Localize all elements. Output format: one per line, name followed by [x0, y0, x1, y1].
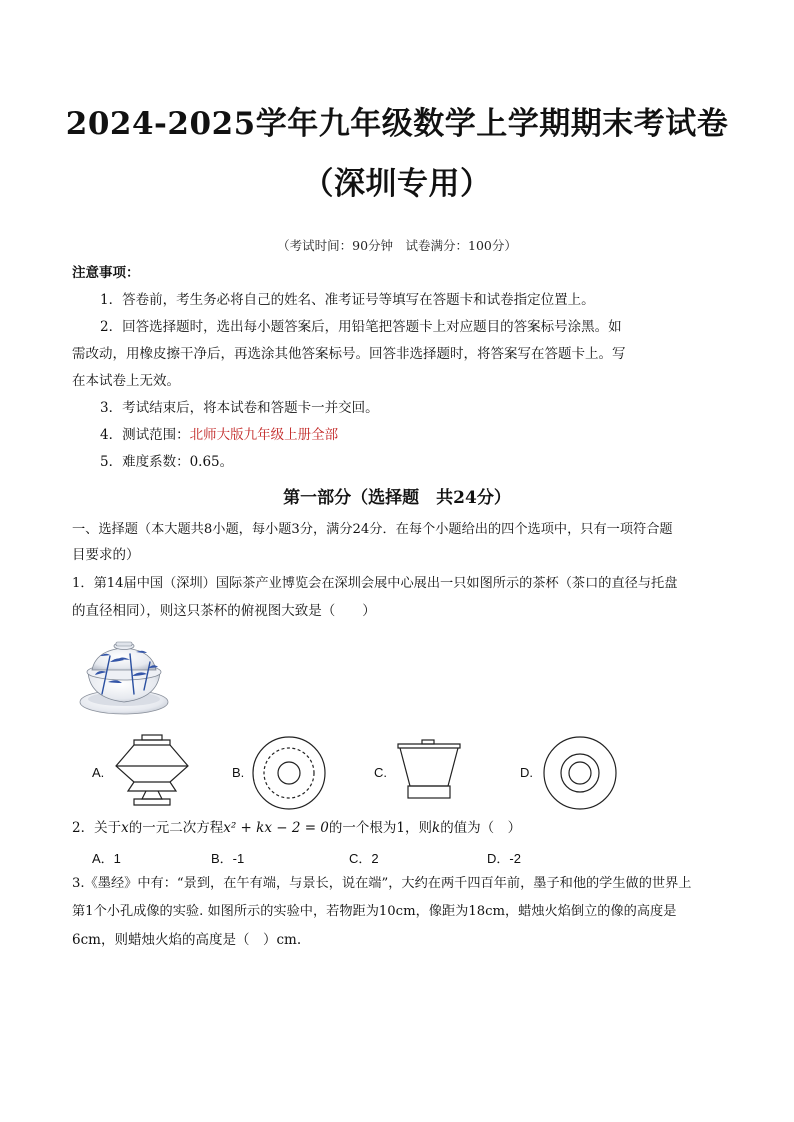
notice-item-2-line2: 需改动，用橡皮擦干净后，再选涂其他答案标号。回答非选择题时，将答案写在答题卡上。写: [72, 346, 626, 362]
test-scope: 北师大版九年级上册全部: [189, 427, 339, 443]
page-title: 2024-2025学年九年级数学上学期期末考试卷: [65, 106, 729, 142]
q2-stem: [72, 818, 521, 838]
q3-stem-line1: 3.《墨经》中有：“景到，在午有端，与景长，说在端”，大约在两千四百年前，墨子和他的学生做的世界上: [72, 876, 692, 891]
q2-stem-b: 的一元二次方程: [128, 820, 224, 836]
q2-equation: x² + kx − 2 = 0: [223, 820, 329, 836]
teacup-image: [74, 632, 170, 722]
exam-info: （考试时间：90分钟 试卷满分：100分）: [277, 238, 517, 253]
q1-option-d-figure[interactable]: [542, 735, 618, 811]
part1-intro-line2: 目要求的）: [72, 547, 140, 563]
part1-intro-line1: 一、选择题（本大题共8小题，每小题3分，满分24分．在每个小题给出的四个选项中，只有一项符合题: [72, 522, 673, 537]
q1-option-c-figure[interactable]: [396, 740, 464, 802]
q2-option-c[interactable]: C．2: [349, 851, 379, 866]
q1-option-b-label[interactable]: B.: [232, 765, 245, 780]
notice-item-4-prefix: 4．测试范围：: [100, 427, 190, 443]
q2-var-k: k: [432, 820, 441, 836]
q1-option-d-label[interactable]: D.: [520, 765, 533, 780]
notice-item-1: 1．答卷前，考生务必将自己的姓名、准考证号等填写在答题卡和试卷指定位置上。: [100, 292, 595, 308]
q1-option-a-label[interactable]: A.: [92, 765, 105, 780]
q3-stem-line3: 6cm，则蜡烛火焰的高度是（ ）cm.: [72, 932, 302, 948]
q2-option-d[interactable]: D．-2: [487, 851, 521, 866]
q2-stem-c: 的一个根为1，则: [328, 820, 432, 836]
notice-item-4: [100, 425, 338, 445]
q2-option-a[interactable]: A．1: [92, 851, 121, 866]
q2-stem-a: 2．关于: [72, 820, 122, 836]
page-subtitle: （深圳专用）: [302, 166, 492, 202]
q3-stem-line2: 第1个小孔成像的实验. 如图所示的实验中，若物距为10cm，像距为18cm，蜡烛火焰倒立的像的高度是: [72, 904, 677, 919]
notice-item-5: 5．难度系数：0.65。: [100, 454, 234, 470]
notice-item-2-line1: 2．回答选择题时，选出每小题答案后，用铅笔把答题卡上对应题目的答案标号涂黑。如: [100, 319, 622, 335]
notice-heading: 注意事项：: [72, 265, 140, 281]
part1-heading: 第一部分（选择题 共24分）: [283, 488, 511, 508]
notice-item-3: 3．考试结束后，将本试卷和答题卡一并交回。: [100, 400, 379, 416]
notice-item-2-line3: 在本试卷上无效。: [72, 373, 180, 389]
q1-option-c-label[interactable]: C.: [374, 765, 387, 780]
q1-option-a-figure[interactable]: [112, 733, 194, 815]
q1-stem-line2: 的直径相同），则这只茶杯的俯视图大致是（ ）: [72, 603, 376, 619]
q1-option-b-figure[interactable]: [251, 735, 327, 811]
q1-stem-line1: 1．第14届中国（深圳）国际茶产业博览会在深圳会展中心展出一只如图所示的茶杯（茶口的直径与托盘: [72, 576, 678, 591]
q2-option-b[interactable]: B．-1: [211, 851, 245, 866]
q2-stem-d: 的值为（ ）: [440, 820, 522, 836]
q2-var-x: x: [121, 820, 129, 836]
